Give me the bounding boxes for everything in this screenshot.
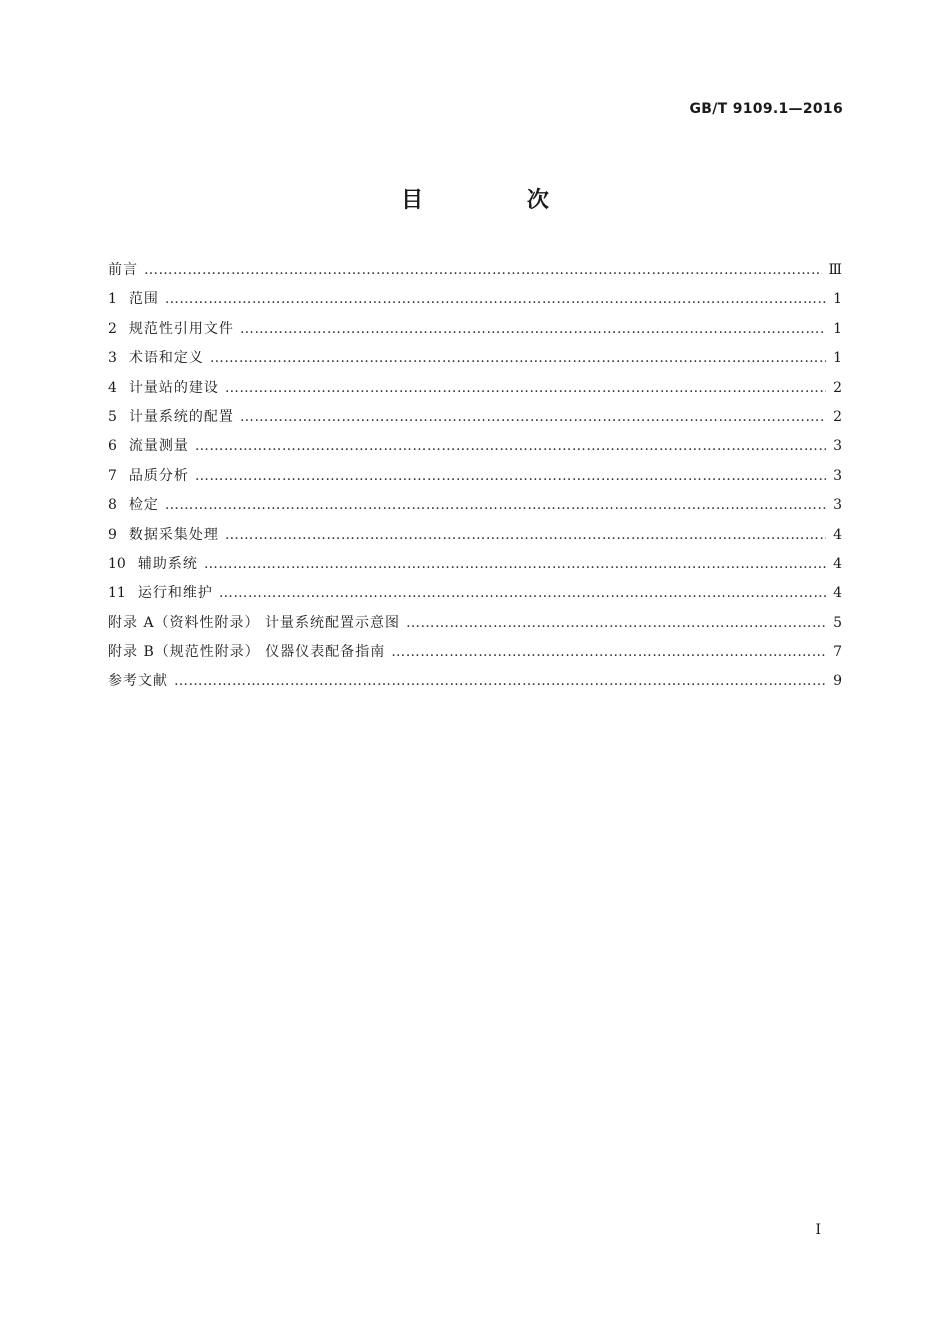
toc-entry-auxiliary-systems[interactable] — [108, 554, 842, 583]
toc-dot-leader — [174, 671, 826, 691]
toc-dot-leader — [240, 319, 826, 339]
toc-entry-annex-b[interactable] — [108, 642, 842, 671]
toc-entry-station-construction[interactable] — [108, 378, 842, 407]
toc-dot-leader — [144, 260, 822, 280]
toc-dot-leader — [195, 436, 826, 456]
toc-entry-label: 1 范围 — [108, 291, 159, 308]
toc-entry-page: 1 — [833, 291, 842, 308]
toc-entry-verification[interactable] — [108, 495, 842, 524]
toc-entry-label: 参考文献 — [108, 673, 168, 690]
toc-dot-leader — [225, 525, 826, 545]
toc-dot-leader — [225, 378, 826, 398]
toc-entry-annex-a[interactable] — [108, 613, 842, 642]
toc-entry-label: 2 规范性引用文件 — [108, 320, 234, 337]
toc-dot-leader — [219, 583, 826, 603]
toc-dot-leader — [391, 642, 826, 662]
toc-entry-page: 3 — [833, 467, 842, 484]
toc-entry-scope[interactable] — [108, 289, 842, 318]
toc-entry-page: 9 — [833, 673, 842, 690]
toc-entry-bibliography[interactable] — [108, 671, 842, 700]
toc-entry-label: 5 计量系统的配置 — [108, 408, 234, 425]
toc-dot-leader — [204, 554, 826, 574]
toc-entry-page: 4 — [833, 585, 842, 602]
toc-entry-page: 4 — [833, 526, 842, 543]
toc-entry-label: 前言 — [108, 262, 138, 278]
toc-entry-page: 3 — [833, 497, 842, 514]
toc-dot-leader — [240, 407, 826, 427]
toc-dot-leader — [165, 289, 826, 309]
toc-entry-label: 11 运行和维护 — [108, 585, 213, 602]
toc-entry-label: 6 流量测量 — [108, 438, 189, 455]
toc-entry-label: 4 计量站的建设 — [108, 379, 219, 396]
toc-dot-leader — [195, 466, 826, 486]
toc-entry-page: 5 — [833, 614, 842, 631]
toc-entry-label: 10 辅助系统 — [108, 555, 198, 572]
table-of-contents — [108, 260, 842, 701]
toc-entry-page: 4 — [833, 555, 842, 572]
toc-entry-page: Ⅲ — [828, 262, 842, 278]
toc-entry-terms[interactable] — [108, 348, 842, 377]
toc-entry-foreword[interactable] — [108, 260, 842, 289]
toc-entry-page: 1 — [833, 350, 842, 367]
toc-entry-label: 附录 B（规范性附录） 仪器仪表配备指南 — [108, 644, 386, 661]
toc-entry-label: 附录 A（资料性附录） 计量系统配置示意图 — [108, 614, 401, 631]
page-title: 目 次 — [401, 188, 597, 213]
toc-entry-page: 7 — [833, 644, 842, 661]
toc-dot-leader — [210, 348, 826, 368]
toc-entry-page: 1 — [833, 320, 842, 337]
toc-entry-page: 2 — [833, 408, 842, 425]
standard-code: GB/T 9109.1—2016 — [689, 101, 843, 117]
toc-entry-quality-analysis[interactable] — [108, 466, 842, 495]
toc-dot-leader — [165, 495, 826, 515]
toc-entry-page: 3 — [833, 438, 842, 455]
page-number: I — [815, 1222, 821, 1238]
toc-entry-normative-references[interactable] — [108, 319, 842, 348]
toc-entry-data-processing[interactable] — [108, 525, 842, 554]
toc-entry-label: 9 数据采集处理 — [108, 526, 219, 543]
toc-entry-label: 8 检定 — [108, 497, 159, 514]
toc-entry-flow-measurement[interactable] — [108, 436, 842, 465]
toc-entry-page: 2 — [833, 379, 842, 396]
toc-entry-label: 7 品质分析 — [108, 467, 189, 484]
toc-dot-leader — [406, 613, 826, 633]
toc-entry-operation-maintenance[interactable] — [108, 583, 842, 612]
toc-entry-system-configuration[interactable] — [108, 407, 842, 436]
toc-entry-label: 3 术语和定义 — [108, 350, 204, 367]
